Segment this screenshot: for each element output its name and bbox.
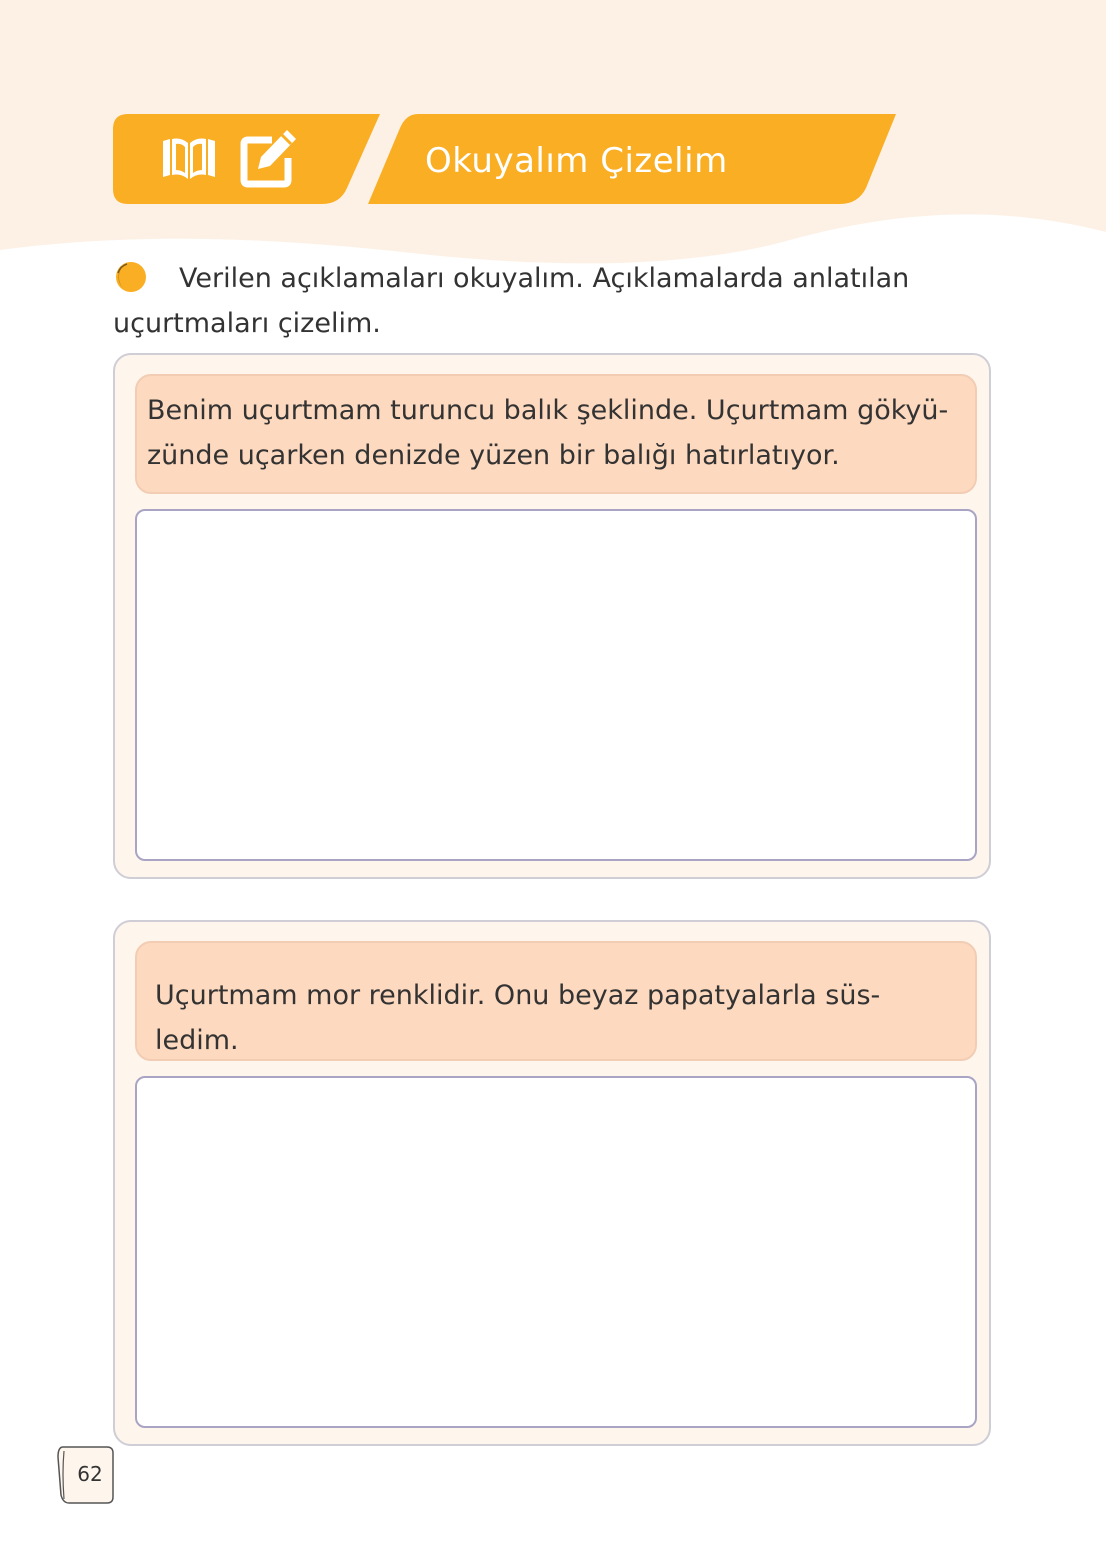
drawing-area[interactable] xyxy=(135,509,977,861)
edit-icon xyxy=(238,126,300,188)
instruction-text: Verilen açıklamaları okuyalım. Açıklamalarda anlatılan uçurtmaları çizelim. xyxy=(113,263,910,339)
task-card xyxy=(113,920,991,1446)
bullet-circle-icon xyxy=(113,259,149,295)
drawing-area[interactable] xyxy=(135,1076,977,1428)
page-title: Okuyalım Çizelim xyxy=(425,141,728,181)
page-number: 62 xyxy=(77,1462,103,1486)
book-icon xyxy=(160,135,218,181)
task-description: Benim uçurtmam turuncu balık şeklinde. Uçurtmam gökyü-zünde uçarken denizde yüzen bir balığı hatırlatıyor. xyxy=(135,374,977,494)
instruction xyxy=(113,256,913,346)
task-card xyxy=(113,353,991,879)
task-description: Uçurtmam mor renklidir. Onu beyaz papatyalarla süs-ledim. xyxy=(135,941,977,1061)
